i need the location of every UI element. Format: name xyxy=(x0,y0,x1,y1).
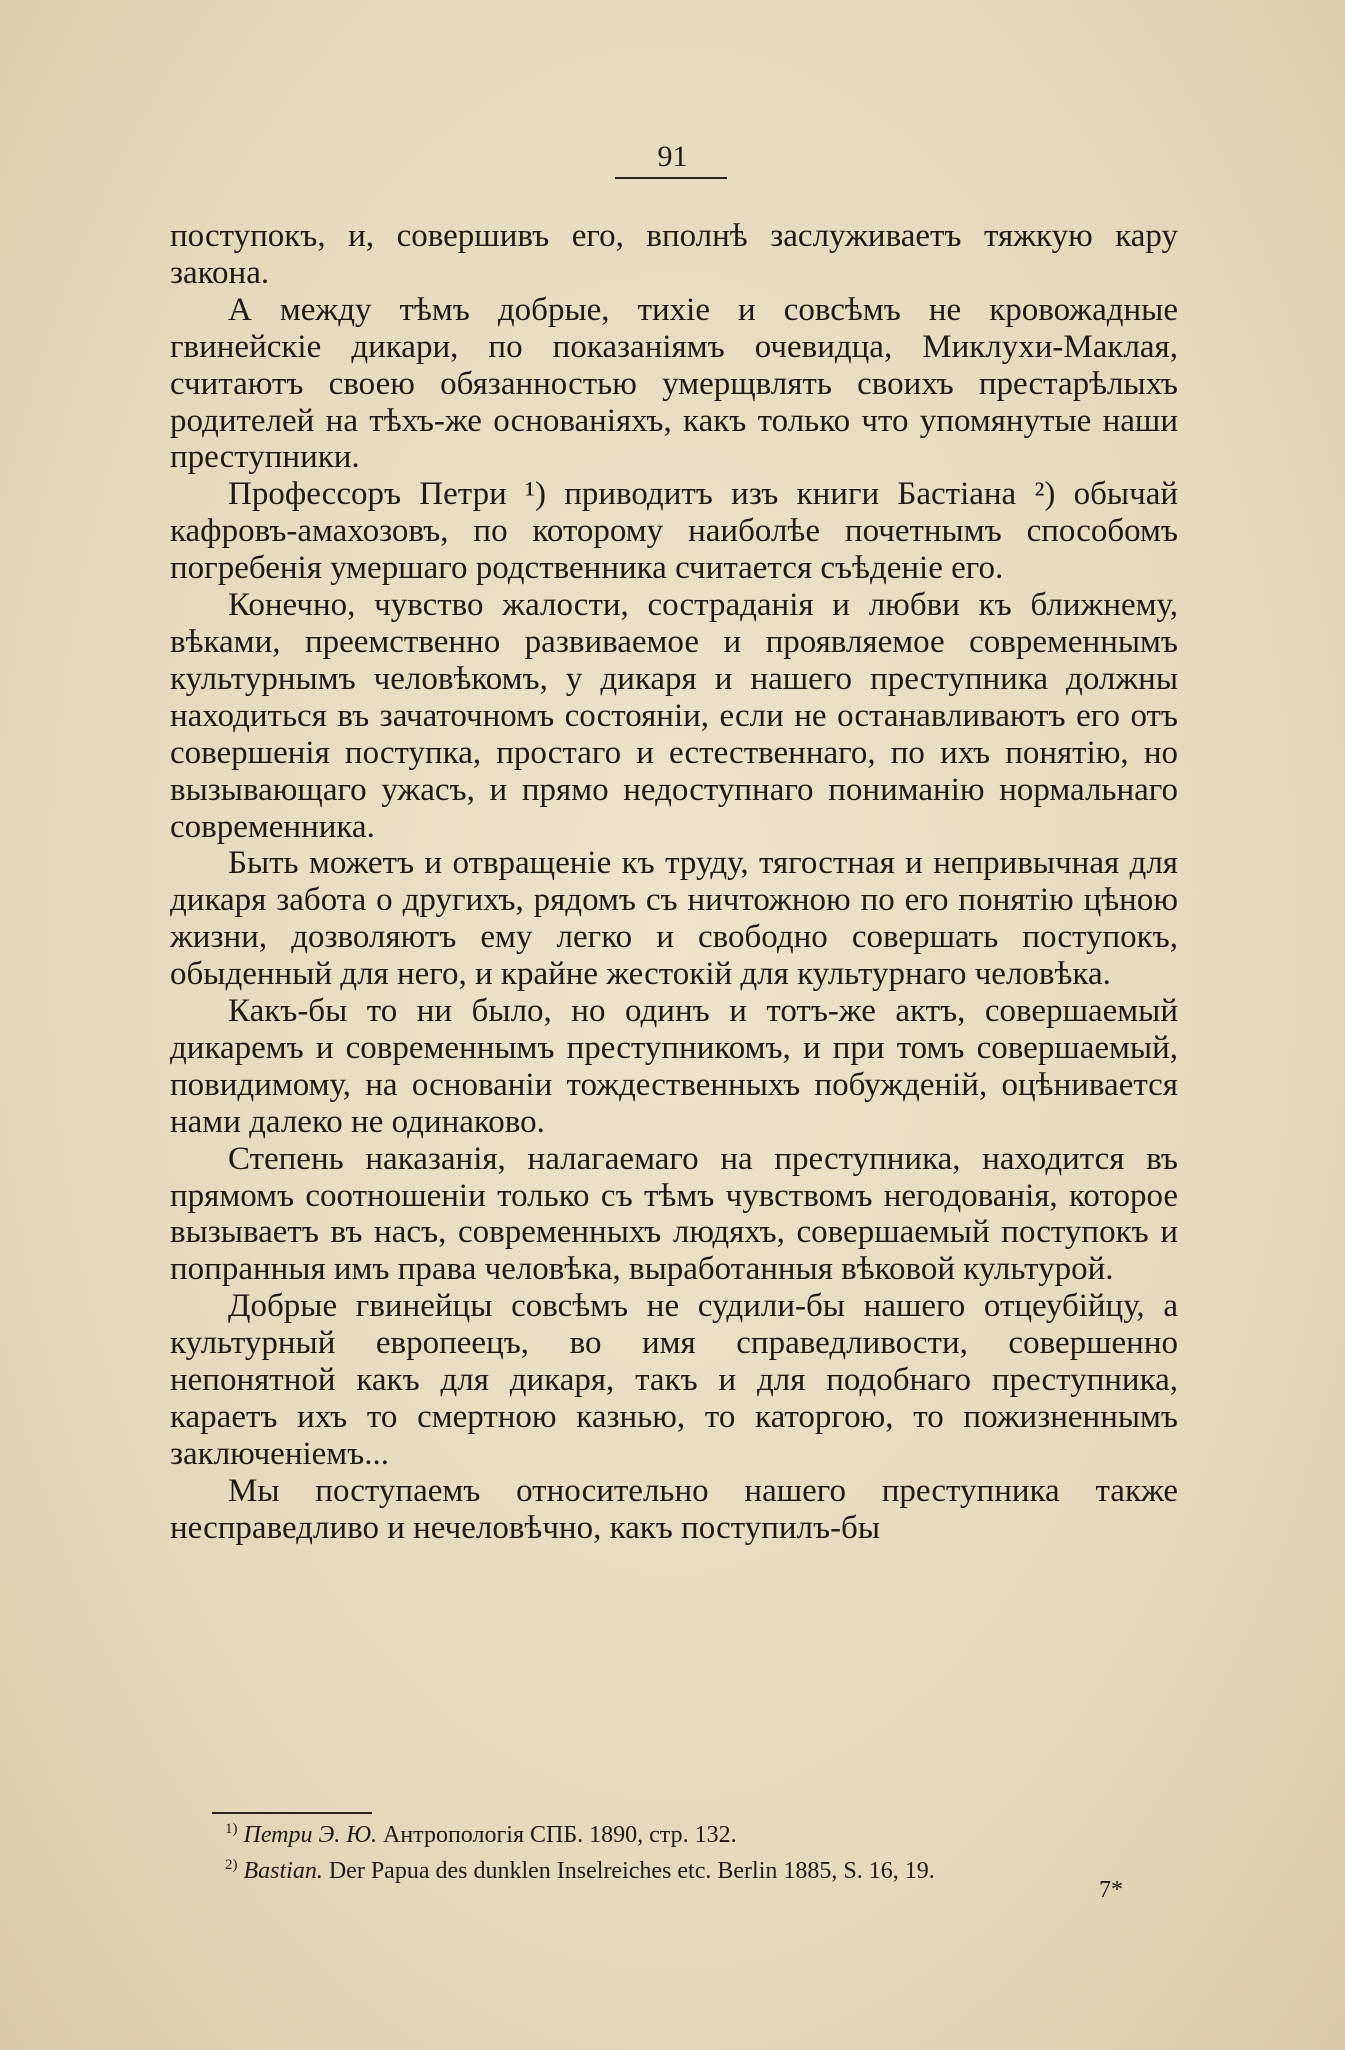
footnote-author: Bastian. xyxy=(243,1858,323,1884)
body-text xyxy=(170,218,1178,1547)
paragraph: Степень наказанія, налагаемаго на преступника, находится въ прямомъ соотношеніи только съ тѣмъ чувствомъ негодованія, которое вызываетъ въ насъ, современныхъ людяхъ, совершаемый поступокъ и попранныя имъ права человѣка, выработанныя вѣковой культурой. xyxy=(170,1140,1178,1288)
page-number-rule xyxy=(615,177,727,179)
footnote-1 xyxy=(225,1814,1185,1850)
footnote-2 xyxy=(225,1850,1185,1886)
page-number: 91 xyxy=(657,140,688,173)
footnote-author: Петри Э. Ю. xyxy=(243,1822,377,1848)
footnotes xyxy=(225,1814,1185,1886)
paragraph: Мы поступаемъ относительно нашего преступника также несправедливо и нечеловѣчно, какъ поступилъ-бы xyxy=(170,1472,1178,1546)
paragraph: Профессоръ Петри ¹) приводитъ изъ книги Бастіана ²) обычай кафровъ-амахозовъ, по которому наиболѣе почетнымъ способомъ погребенія умершаго родственника считается съѣденіе его. xyxy=(170,476,1178,587)
footnote-text: Der Papua des dunklen Inselreiches etc. Berlin 1885, S. 16, 19. xyxy=(322,1858,935,1884)
signature-mark: 7* xyxy=(1099,1877,1123,1903)
footnote-text: Антропологія СПБ. 1890, стр. 132. xyxy=(377,1822,737,1848)
paragraph: Какъ-бы то ни было, но одинъ и тотъ-же актъ, совершаемый дикаремъ и современнымъ преступникомъ, и при томъ совершаемый, повидимому, на основаніи тождественныхъ побужденій, оцѣнивается нами далеко не одинаково. xyxy=(170,993,1178,1140)
paragraph: Добрые гвинейцы совсѣмъ не судили-бы нашего отцеубійцу, а культурный европеецъ, во имя справедливости, совершенно непонятной какъ для дикаря, такъ и для подобнаго преступника, караетъ ихъ то смертною казнью, то каторгою, то пожизненнымъ заключеніемъ... xyxy=(170,1288,1178,1472)
paragraph: А между тѣмъ добрые, тихіе и совсѣмъ не кровожадные гвинейскіе дикари, по показаніямъ очевидца, Миклухи-Маклая, считаютъ своею обязанностью умерщвлять своихъ престарѣлыхъ родителей на тѣхъ-же основаніяхъ, какъ только что упомянутые наши преступники. xyxy=(170,291,1178,476)
footnote-mark: 2) xyxy=(225,1857,238,1873)
paragraph: поступокъ, и, совершивъ его, вполнѣ заслуживаетъ тяжкую кару закона. xyxy=(170,218,1178,291)
paragraph: Быть можетъ и отвращеніе къ труду, тягостная и непривычная для дикаря забота о другихъ, рядомъ съ ничтожною по его понятію цѣною жизни, дозволяютъ ему легко и свободно совершать поступокъ, обыденный для него, и крайне жестокій для культурнаго человѣка. xyxy=(170,845,1178,993)
paragraph: Конечно, чувство жалости, состраданія и любви къ ближнему, вѣками, преемственно развиваемое и проявляемое современнымъ культурнымъ человѣкомъ, у дикаря и нашего преступника должны находиться въ зачаточномъ состояніи, если не останавливаютъ его отъ совершенія поступка, простаго и естественнаго, по ихъ понятію, но вызывающаго ужасъ, и прямо недоступнаго пониманію нормальнаго современника. xyxy=(170,587,1178,845)
footnote-mark: 1) xyxy=(225,1821,238,1837)
